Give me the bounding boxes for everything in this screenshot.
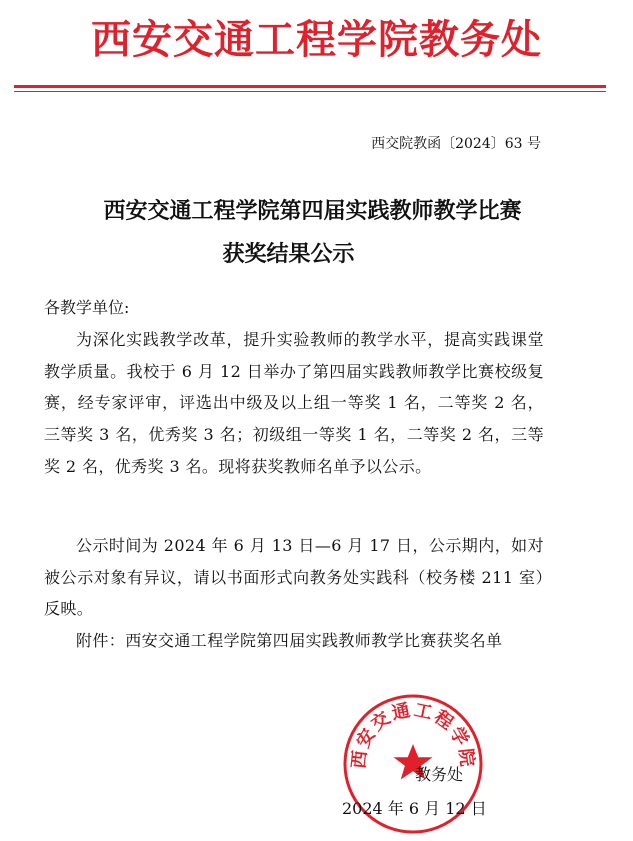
signature-unit: 教务处 [415,765,464,784]
document-number: 西交院教函〔2024〕63 号 [371,136,541,152]
document-title-line-1: 西安交通工程学院第四届实践教师教学比赛 [103,198,522,224]
letterhead-title: 西安交通工程学院教务处 [91,16,542,63]
attachment-note: 附件：西安交通工程学院第四届实践教师教学比赛获奖名单 [76,631,503,650]
body-paragraph-2: 公示时间为 2024 年 6 月 13 日—6 月 17 日，公示期内，如对被公示对象有异议，请以书面形式向教务处实践科（校务楼 211 室）反映。 [44,536,544,619]
signature-date: 2024 年 6 月 12 日 [342,799,487,818]
letterhead-rule-thin [14,91,606,92]
seal-text: 西安交通工程学院 [348,699,478,770]
document-title-line-2: 获奖结果公示 [222,241,355,267]
body-paragraph-1: 为深化实践教学改革，提升实验教师的教学水平，提高实践课堂教学质量。我校于 6 月 12 日举办了第四届实践教师教学比赛校级复赛，经专家评审，评选出中级及以上组一等奖 1 名，二等奖 2 名，三等奖 3 名，优秀奖 3 名；初级组一等奖 1 名，二等奖 2 名，三等奖 2 名，优秀奖 3 名。现将获奖教师名单予以公示。 [44,330,544,476]
letterhead-rule-thick [14,85,606,88]
salutation: 各教学单位: [44,298,130,317]
